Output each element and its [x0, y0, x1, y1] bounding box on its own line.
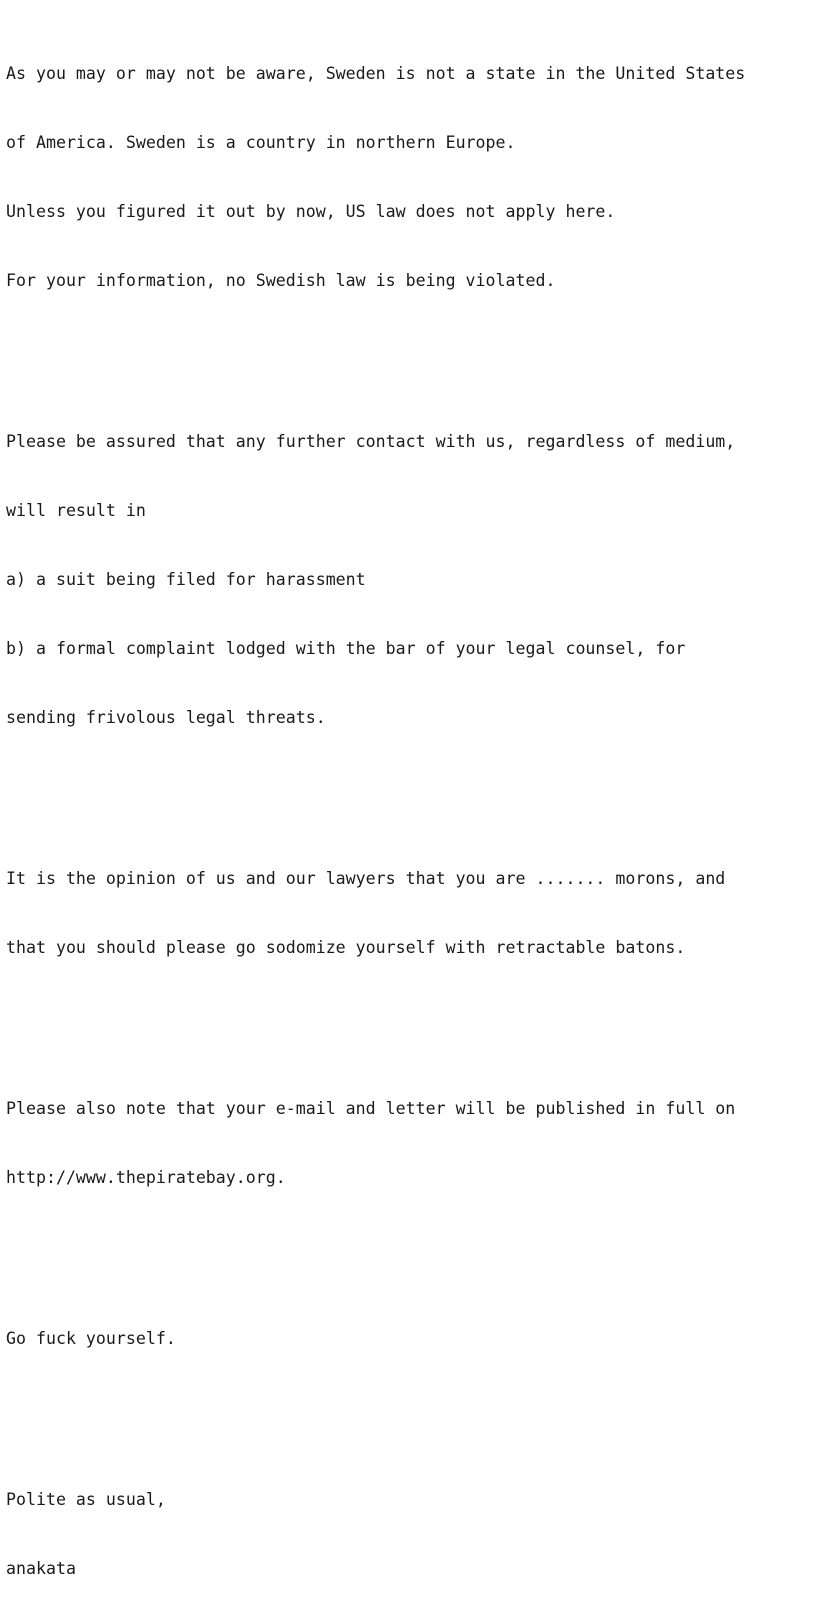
text-line: that you should please go sodomize yourself with retractable batons.: [6, 938, 686, 957]
text-line: Go fuck yourself.: [6, 1329, 176, 1348]
text-line: As you may or may not be aware, Sweden is not a state in the United States: [6, 64, 746, 83]
text-line: Unless you figured it out by now, US law does not apply here.: [6, 202, 616, 221]
paragraph-gap: [6, 338, 818, 361]
paragraph-gap: [6, 1235, 818, 1258]
text-line: will result in: [6, 501, 146, 520]
letter-body: [6, 16, 818, 1603]
text-line: a) a suit being filed for harassment: [6, 570, 366, 589]
text-line: of America. Sweden is a country in northern Europe.: [6, 133, 516, 152]
text-line: Please also note that your e-mail and letter will be published in full on: [6, 1099, 736, 1118]
text-line: Please be assured that any further contact with us, regardless of medium,: [6, 432, 736, 451]
text-line: b) a formal complaint lodged with the bar of your legal counsel, for: [6, 639, 686, 658]
signature: anakata: [6, 1559, 76, 1578]
text-line: For your information, no Swedish law is being violated.: [6, 271, 556, 290]
paragraph-gap: [6, 1005, 818, 1028]
text-line: http://www.thepiratebay.org.: [6, 1168, 286, 1187]
text-line: It is the opinion of us and our lawyers that you are ....... morons, and: [6, 869, 726, 888]
paragraph-gap: [6, 1396, 818, 1419]
closing-line: Polite as usual,: [6, 1490, 166, 1509]
text-line: sending frivolous legal threats.: [6, 708, 326, 727]
paragraph-gap: [6, 775, 818, 798]
